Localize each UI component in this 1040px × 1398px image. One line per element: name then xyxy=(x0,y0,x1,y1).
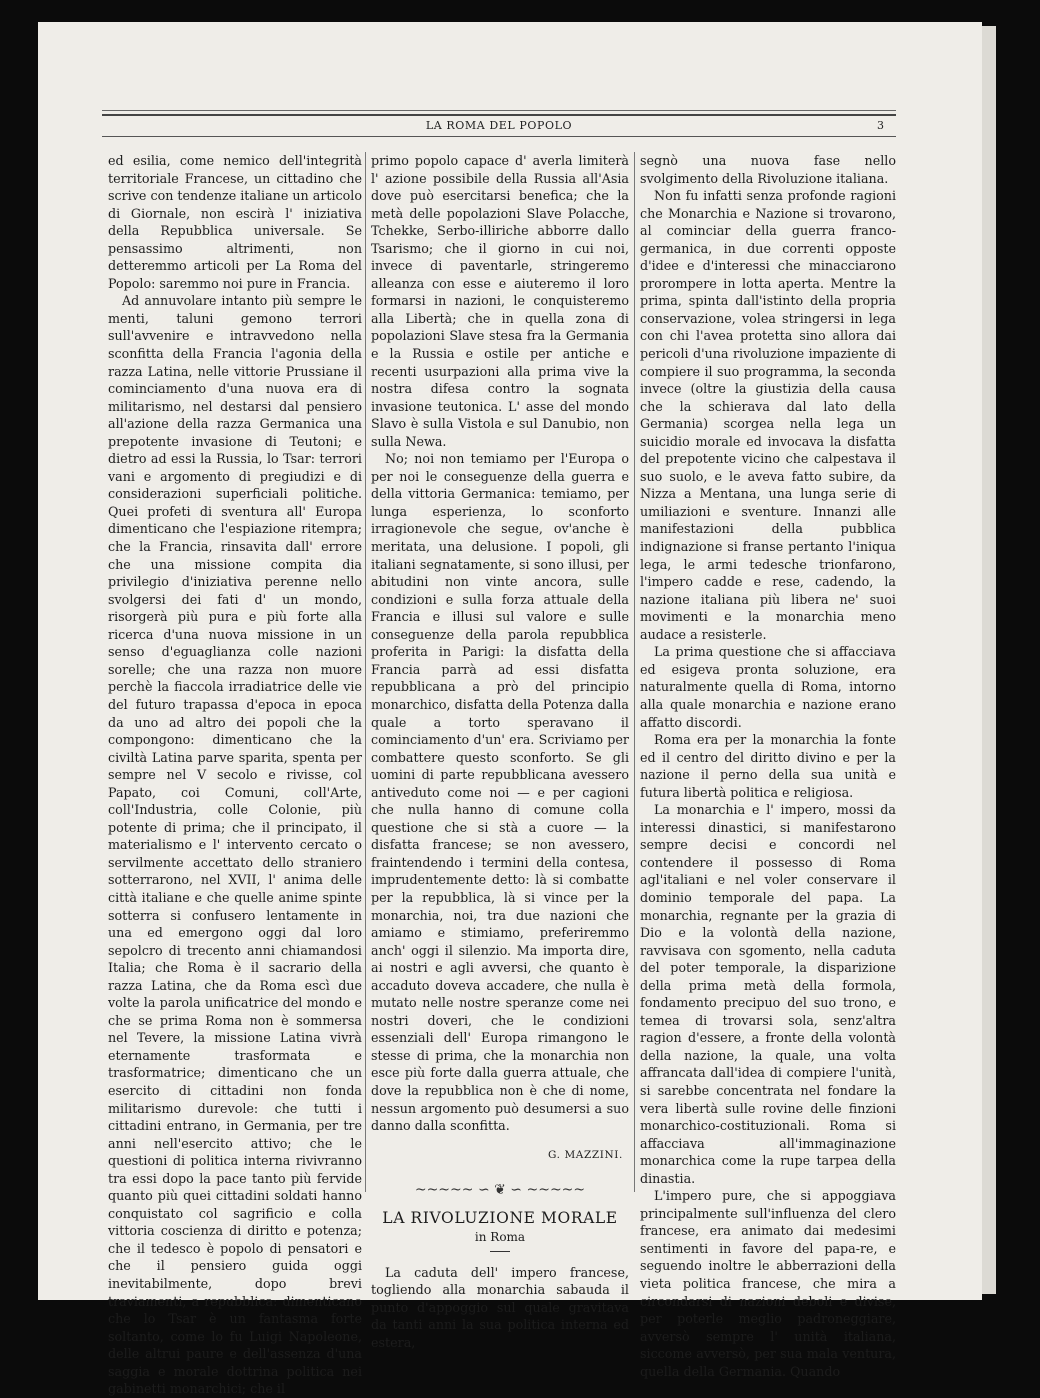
paragraph: L'impero pure, che si appoggiava principalmente sull'influenza del clero francese, era animato dai medesimi sentimenti in favore del papa-re, e seguendo inoltre le abberrazioni della vieta politica francese, che mira a circondarsi di nazioni deboli e divise, per poterle meglio padroneggiare, avversò sempre l' unità italiana, siccome avversò, per sua mala ventura, quella della Germania. Quando xyxy=(640,1188,896,1379)
article-title: LA RIVOLUZIONE MORALE xyxy=(382,1208,618,1227)
paragraph: Ad annuvolare intanto più sempre le menti, taluni gemono terrori sull'avvenire e intravvedono nella sconfitta della Francia l'agonia della razza Latina, nelle vittorie Prussiane il cominciamento d'una nuova era di militarismo, nel destarsi dal pensiero all'azione della razza Germanica una prepotente invasione di Teutoni; e dietro ad essi la Russia, lo Tsar: terrori vani e argomento di pregiudizi e di considerazioni superficiali politiche. Quei profeti di sventura all' Europa dimenticano che l'espiazione ritempra; che la Francia, rinsavita dall' errore che una missione compita dia privilegio d'iniziativa perenne nello svolgersi dei fati d' un mondo, risorgerà più pura e più forte alla ricerca d'una nuova missione in un senso d'eguaglianza colle nazioni sorelle; che una razza non muore perchè la fiaccola irradiatrice delle vie del futuro trapassa d'epoca in epoca da uno ad altro dei popoli che la compongono: dimenticano che la civiltà Latina parve sparita, spenta per sempre nel V secolo e rivisse, col Papato, coi Comuni, coll'Arte, coll'Industria, colle Colonie, più potente di prima; che il principato, il materialismo e l' intervento cercato o servilmente accettato dello straniero sotterrarono, nel XVII, l' anima delle città italiane e che quelle anime spinte sotterra si confusero lentamente in una ed emergono oggi dal loro sepolcro di trecento anni chiamandosi Italia; che Roma è il sacrario della razza Latina, che da Roma escì due volte la parola unificatrice del mondo e che se prima Roma non è sommersa nel Tevere, la missione Latina vivrà eternamente trasformata e trasformatrice; dimenticano che un esercito di cittadini non fonda militarismo durevole: che tutti i cittadini entrano, in Germania, per tre anni nell'esercito attivo; che le questioni di politica interna rivivranno tra essi dopo la pace tanto più fervide quanto più quei cittadini soldati hanno conquistato col sagrificio e colla vittoria coscienza di diritto e potenza; che il tedesco è popolo di pensatori e che il pensiero guida oggi inevitabilmente, dopo brevi traviamenti, a repubblica: dimenticano che lo Tsar è un fantasma forte soltanto, come lo fu Luigi Napoleone, delle altrui paure e dell'assenza d'una saggia e morale dottrina politica nei gabinetti monarchici; che il xyxy=(108,293,362,1397)
author-signature: G. MAZZINI. xyxy=(547,1148,623,1161)
column-1 xyxy=(108,152,362,1398)
paragraph: La caduta dell' impero francese, togliendo alla monarchia sabauda il punto d'appoggio sul quale gravitava da tanti anni la sua politica interna ed estera, xyxy=(371,1264,629,1350)
header-rule-thick xyxy=(102,114,896,116)
column-divider xyxy=(634,152,635,1192)
paragraph: No; noi non temiamo per l'Europa o per noi le conseguenze della guerra e della vittoria Germanica: temiamo, per lunga esperienza, lo sconforto irragionevole che segue, ov'anche è meritata, una delusione. I popoli, gli italiani segnatamente, si sono illusi, per abitudini non vinte ancora, sulle condizioni e sulla forza attuale della Francia e illusi sul valore e sulle conseguenze della parola repubblica proferita in Parigi: la disfatta della Francia parrà ad essi disfatta repubblicana a prò del principio monarchico, disfatta della Potenza dalla quale a torto speravano il cominciamento d'un' era. Scriviamo per combattere questo sconforto. Se gli uomini di parte repubblicana avessero antiveduto come noi — e per cagioni che nulla hanno di comune colla questione che si stà a cuore — la disfatta francese; se non avessero, fraintendendo i termini della contesa, imprudentemente detto: là si combatte per la repubblica, là si vince per la monarchia, noi, tra due nazioni che amiamo e stimiamo, preferiremmo anch' oggi il silenzio. Ma importa dire, ai nostri e agli avversi, che quanto è accaduto doveva accadere, che nulla è mutato nelle nostre speranze come nei nostri doveri, che le condizioni essenziali dell' Europa rimangono le stesse di prima, che la monarchia non esce più forte dalla guerra attuale, che dove la repubblica non è che di nome, nessun argomento può desumersi a suo danno dalla sconfitta. xyxy=(371,451,629,1134)
newspaper-title: LA ROMA DEL POPOLO xyxy=(425,119,573,132)
header-rule xyxy=(102,110,896,111)
paragraph: Non fu infatti senza profonde ragioni che Monarchia e Nazione si trovarono, al cominciar della guerra franco-germanica, in due correnti opposte d'idee e d'interessi che minacciarono prorompere in lotta aperta. Mentre la prima, spinta dall'istinto della propria conservazione, volea stringersi in lega con chi l'avea protetta sino allora dai pericoli d'una rivoluzione impaziente di compiere il suo programma, la seconda invece (oltre la giustizia della causa che la schierava dal lato della Germania) scorgea nella lega un suicidio morale ed invocava la disfatta del prepotente vicino che calpestava il suo suolo, e le aveva fatto subire, da Nizza a Mentana, una lunga serie di umiliazioni e sventure. Innanzi alle manifestazioni della pubblica indignazione si franse pertanto l'iniqua lega, le armi tedesche trionfarono, l'impero cadde e rese, cadendo, la nazione italiana più libera ne' suoi movimenti e la monarchia meno audace a resisterle. xyxy=(640,188,896,642)
page-number: 3 xyxy=(877,119,884,132)
column-divider xyxy=(365,152,366,1192)
section-ornament: ~~~~~ ∽ ❦ ∽ ~~~~~ xyxy=(414,1182,586,1199)
title-rule xyxy=(490,1251,510,1252)
paragraph: La prima questione che si affacciava ed esigeva pronta soluzione, era naturalmente quella di Roma, intorno alla quale monarchia e nazione erano affatto discordi. xyxy=(640,644,896,730)
column-2 xyxy=(371,152,629,1352)
running-header xyxy=(102,102,896,134)
paragraph: La monarchia e l' impero, mossi da interessi dinastici, si manifestarono sempre decisi e concordi nel contendere il possesso di Roma agl'italiani e nel voler conservare il dominio temporale del papa. La monarchia, regnante per la grazia di Dio e la volontà della nazione, ravvisava con sgomento, nella caduta del poter temporale, la disparizione della prima metà della formola, fondamento precipuo del suo trono, e temea di trovarsi sola, senz'altra ragion d'essere, a fronte della volontà della nazione, la quale, una volta affrancata dall'idea di compiere l'unità, si sarebbe concentrata nel fondare la vera libertà sulle rovine delle finzioni monarchico-costituzionali. Roma si affacciava all'immaginazione monarchica come la rupe tarpea della dinastia. xyxy=(640,802,896,1186)
paragraph: Roma era per la monarchia la fonte ed il centro del diritto divino e per la nazione il perno della sua unità e futura libertà politica e religiosa. xyxy=(640,732,896,800)
paragraph: segnò una nuova fase nello svolgimento della Rivoluzione italiana. xyxy=(640,153,896,186)
paragraph: ed esilia, come nemico dell'integrità territoriale Francese, un cittadino che scrive con tendenze italiane un articolo di Giornale, non escirà l' iniziativa della Repubblica universale. Se pensassimo altrimenti, non detteremmo articoli per La Roma del Popolo: saremmo noi pure in Francia. xyxy=(108,153,362,291)
article-subtitle: in Roma xyxy=(474,1230,526,1245)
column-3 xyxy=(640,152,896,1380)
paragraph: primo popolo capace d' averla limiterà l' azione possibile della Russia all'Asia dove può esercitarsi benefica; che la metà delle popolazioni Slave Polacche, Tchekke, Serbo-illiriche abborre dallo Tsarismo; che il giorno in cui noi, invece di paventarle, stringeremo alleanza con esse e aiuteremo il loro formarsi in nazioni, le conquisteremo alla Libertà; che in quella zona di popolazioni Slave stesa fra la Germania e la Russia e ostile per antiche e recenti usurpazioni alla prima vive la nostra difesa contro la sognata invasione teutonica. L' asse del mondo Slavo è sulla Vistola e sul Danubio, non sulla Newa. xyxy=(371,153,629,449)
header-bottom-rule xyxy=(102,136,896,137)
page-edge xyxy=(982,26,996,1294)
